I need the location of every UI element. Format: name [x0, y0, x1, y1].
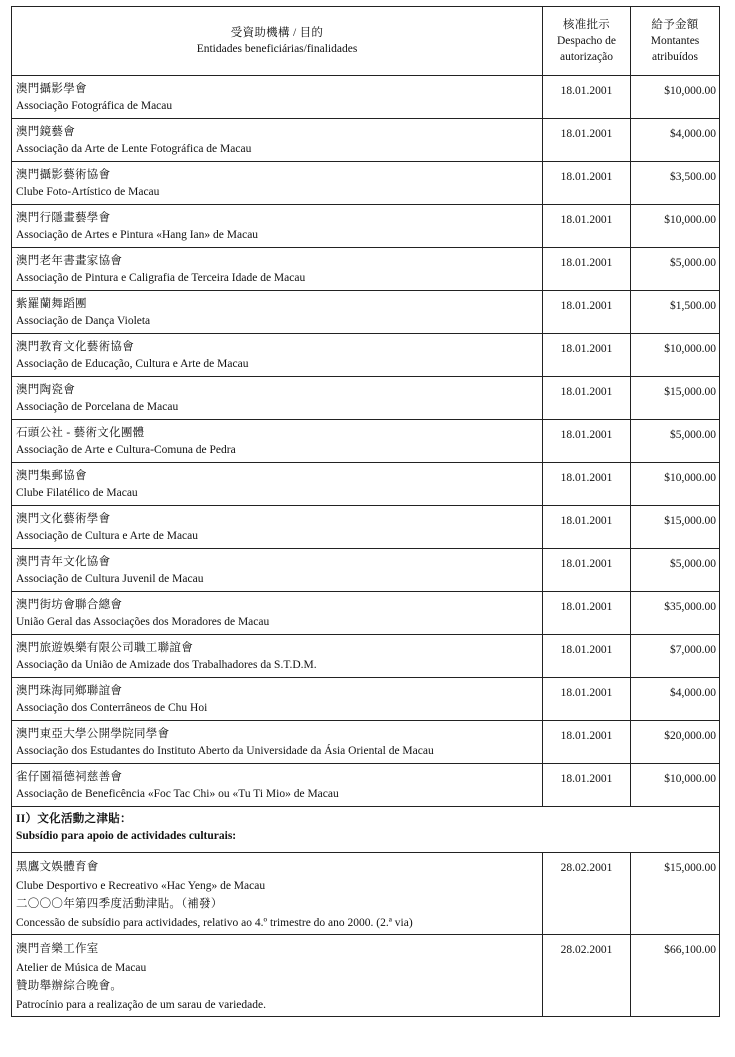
header-despacho [543, 7, 631, 76]
amount: $5,000.00 [631, 248, 720, 291]
table-row [12, 549, 720, 592]
despacho-date: 28.02.2001 [543, 853, 631, 935]
section-heading-row [12, 807, 720, 853]
entity-cell [12, 162, 543, 205]
entity-cell [12, 248, 543, 291]
table-row [12, 678, 720, 721]
entity-name-zh: 澳門旅遊娛樂有限公司職工聯誼會 [16, 642, 193, 654]
entity-name-pt: Associação de Arte e Cultura-Comuna de Pedra [16, 444, 236, 456]
entity-name-zh: 紫羅蘭舞蹈團 [16, 298, 87, 310]
entity-cell [12, 853, 543, 935]
despacho-date: 18.01.2001 [543, 119, 631, 162]
entity-cell [12, 764, 543, 807]
table-row [12, 162, 720, 205]
entity-cell [12, 463, 543, 506]
purpose-pt: Concessão de subsídio para actividades, relativo ao 4.º trimestre do ano 2000. (2.ª via) [16, 916, 413, 929]
entity-name-zh: 澳門鏡藝會 [16, 126, 75, 138]
entity-name-zh: 澳門攝影學會 [16, 83, 87, 95]
entity-name-zh: 石頭公社 - 藝術文化團體 [16, 427, 145, 439]
entity-name-zh: 澳門珠海同鄉聯誼會 [16, 685, 123, 697]
entity-name-pt: Associação dos Conterrâneos de Chu Hoi [16, 702, 208, 714]
despacho-date: 18.01.2001 [543, 764, 631, 807]
amount: $20,000.00 [631, 721, 720, 764]
entity-name-pt: Associação de Artes e Pintura «Hang Ian» de Macau [16, 229, 259, 241]
header-despacho-pt1: Despacho de [556, 35, 617, 47]
entity-cell [12, 678, 543, 721]
table-row [12, 935, 720, 1017]
entity-cell [12, 506, 543, 549]
entity-name-pt: Associação de Pintura e Caligrafia de Terceira Idade de Macau [16, 272, 306, 284]
header-entities-pt: Entidades beneficiárias/finalidades [196, 43, 358, 55]
entity-cell [12, 635, 543, 678]
entity-name-pt: Associação de Beneficência «Foc Tac Chi» ou «Tu Ti Mio» de Macau [16, 788, 339, 800]
amount: $7,000.00 [631, 635, 720, 678]
despacho-date: 18.01.2001 [543, 463, 631, 506]
entity-cell [12, 721, 543, 764]
entity-name-pt: Associação da União de Amizade dos Trabalhadores da S.T.D.M. [16, 659, 317, 671]
entity-name-zh: 澳門文化藝術學會 [16, 513, 111, 525]
amount: $10,000.00 [631, 463, 720, 506]
entity-cell [12, 592, 543, 635]
table-row [12, 635, 720, 678]
despacho-date: 18.01.2001 [543, 291, 631, 334]
table-row [12, 721, 720, 764]
entity-name-pt: Atelier de Música de Macau [16, 961, 147, 974]
entity-cell [12, 377, 543, 420]
purpose-pt: Patrocínio para a realização de um sarau de variedade. [16, 998, 266, 1011]
table-row [12, 291, 720, 334]
header-montantes-pt2: atribuídos [652, 51, 698, 63]
purpose-zh: 二〇〇〇年第四季度活動津貼。（補發） [16, 898, 223, 910]
amount: $10,000.00 [631, 76, 720, 119]
entity-name-zh: 雀仔園福德祠慈善會 [16, 771, 123, 783]
entity-name-pt: Associação Fotográfica de Macau [16, 100, 173, 112]
table-header-row [12, 7, 720, 76]
entity-cell [12, 420, 543, 463]
amount: $10,000.00 [631, 764, 720, 807]
entity-name-zh: 澳門青年文化協會 [16, 556, 111, 568]
entity-name-pt: Associação de Educação, Cultura e Arte de Macau [16, 358, 249, 370]
amount: $15,000.00 [631, 853, 720, 935]
table-row [12, 592, 720, 635]
table-row [12, 420, 720, 463]
table-row [12, 764, 720, 807]
amount: $10,000.00 [631, 334, 720, 377]
section-heading-pt: Subsídio para apoio de actividades culturais: [16, 830, 237, 842]
entity-name-zh: 澳門教育文化藝術協會 [16, 341, 134, 353]
entity-name-pt: União Geral das Associações dos Moradores de Macau [16, 616, 270, 628]
despacho-date: 18.01.2001 [543, 721, 631, 764]
entity-name-pt: Clube Desportivo e Recreativo «Hac Yeng» de Macau [16, 879, 266, 892]
header-despacho-zh: 核准批示 [562, 19, 611, 31]
table-row [12, 248, 720, 291]
entity-name-pt: Associação de Cultura e Arte de Macau [16, 530, 199, 542]
entity-cell [12, 549, 543, 592]
despacho-date: 18.01.2001 [543, 76, 631, 119]
header-montantes [631, 7, 720, 76]
table-row [12, 463, 720, 506]
despacho-date: 18.01.2001 [543, 420, 631, 463]
entity-name-pt: Associação de Porcelana de Macau [16, 401, 179, 413]
despacho-date: 18.01.2001 [543, 592, 631, 635]
entity-name-pt: Associação dos Estudantes do Instituto Aberto da Universidade da Ásia Oriental de Macau [16, 745, 434, 757]
amount: $4,000.00 [631, 119, 720, 162]
amount: $5,000.00 [631, 549, 720, 592]
despacho-date: 18.01.2001 [543, 678, 631, 721]
despacho-date: 18.01.2001 [543, 205, 631, 248]
table-row [12, 205, 720, 248]
amount: $1,500.00 [631, 291, 720, 334]
section-heading [12, 807, 720, 853]
table-row [12, 76, 720, 119]
despacho-date: 18.01.2001 [543, 248, 631, 291]
header-montantes-zh: 給予金額 [651, 19, 699, 31]
table-row [12, 119, 720, 162]
despacho-date: 18.01.2001 [543, 377, 631, 420]
entity-name-pt: Associação da Arte de Lente Fotográfica de Macau [16, 143, 252, 155]
header-entities-zh: 受資助機構 / 目的 [230, 27, 324, 39]
entity-name-zh: 澳門音樂工作室 [16, 943, 99, 955]
entity-cell [12, 119, 543, 162]
despacho-date: 18.01.2001 [543, 162, 631, 205]
despacho-date: 18.01.2001 [543, 506, 631, 549]
despacho-date: 18.01.2001 [543, 549, 631, 592]
table-row [12, 377, 720, 420]
entity-name-pt: Clube Foto-Artístico de Macau [16, 186, 160, 198]
header-despacho-pt2: autorização [560, 51, 613, 63]
subsidy-table [11, 6, 720, 1017]
entity-name-zh: 澳門街坊會聯合總會 [16, 599, 123, 611]
entity-name-pt: Associação de Cultura Juvenil de Macau [16, 573, 204, 585]
amount: $3,500.00 [631, 162, 720, 205]
entity-name-zh: 澳門攝影藝術協會 [16, 169, 111, 181]
despacho-date: 18.01.2001 [543, 635, 631, 678]
entity-name-pt: Clube Filatélico de Macau [16, 487, 138, 499]
entity-cell [12, 935, 543, 1017]
entity-cell [12, 76, 543, 119]
header-montantes-pt1: Montantes [650, 35, 700, 47]
entity-name-zh: 澳門陶瓷會 [16, 384, 75, 396]
entity-name-pt: Associação de Dança Violeta [16, 315, 151, 327]
despacho-date: 18.01.2001 [543, 334, 631, 377]
entity-name-zh: 澳門老年書畫家協會 [16, 255, 123, 267]
header-entities [12, 7, 543, 76]
entity-cell [12, 291, 543, 334]
entity-name-zh: 澳門集郵協會 [16, 470, 87, 482]
entity-name-zh: 黑鷹文娛體育會 [16, 861, 99, 873]
section-heading-zh: II）文化活動之津貼： [16, 813, 132, 825]
amount: $10,000.00 [631, 205, 720, 248]
amount: $35,000.00 [631, 592, 720, 635]
amount: $15,000.00 [631, 506, 720, 549]
purpose-zh: 贊助舉辦綜合晚會。 [16, 980, 123, 992]
amount: $15,000.00 [631, 377, 720, 420]
amount: $4,000.00 [631, 678, 720, 721]
table-row [12, 853, 720, 935]
entity-cell [12, 334, 543, 377]
amount: $5,000.00 [631, 420, 720, 463]
table-row [12, 334, 720, 377]
entity-name-zh: 澳門東亞大學公開學院同學會 [16, 728, 170, 740]
despacho-date: 28.02.2001 [543, 935, 631, 1017]
amount: $66,100.00 [631, 935, 720, 1017]
entity-cell [12, 205, 543, 248]
entity-name-zh: 澳門行隱畫藝學會 [16, 212, 111, 224]
table-row [12, 506, 720, 549]
